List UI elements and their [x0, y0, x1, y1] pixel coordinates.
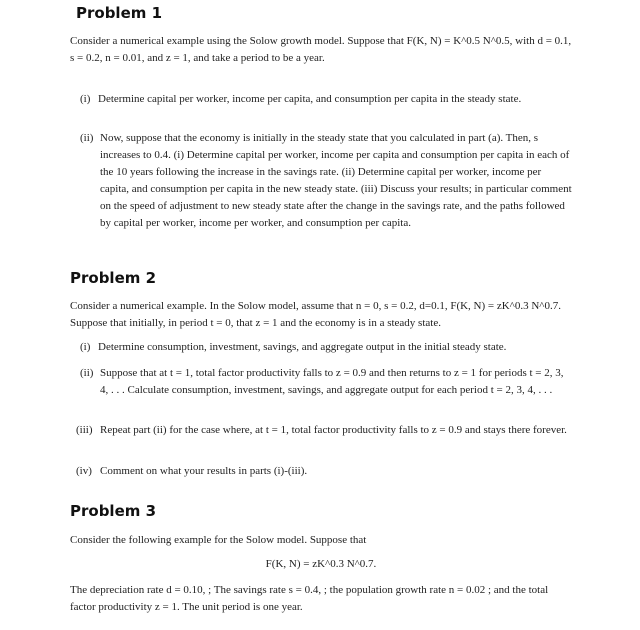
- problem2-part-iii: [76, 422, 572, 439]
- part-text: Determine consumption, investment, savings, and aggregate output in the initial steady state.: [98, 341, 507, 353]
- part-label: (i): [80, 341, 91, 353]
- problem2-part-iv: [76, 463, 572, 480]
- problem2-part-ii: [80, 365, 572, 399]
- part-label: (ii): [80, 132, 94, 144]
- problem2-part-i: [80, 339, 572, 356]
- part-label: (iv): [76, 465, 92, 477]
- part-text: Repeat part (ii) for the case where, at t = 1, total factor productivity falls to z = 0.9 and stays there forever.: [100, 424, 567, 436]
- problem3-intro: Consider the following example for the Solow model. Suppose that: [70, 534, 367, 546]
- part-text: Now, suppose that the economy is initially in the steady state that you calculated in part (a). Then, s increases to 0.4. (i) Determine capital per worker, income per capita and consumption per capita in each of the 10 years following the increase in the savings rate. (ii) Determine capital per worker, income per capita, and consumption per capita in the new steady state. (iii) Discuss your results; in particular comment on the speed of adjustment to new steady state after the change in the savings rate, and the paths followed by capital per worker, income per worker, and consumption per capita.: [100, 132, 572, 229]
- problem1-intro: Consider a numerical example using the Solow growth model. Suppose that F(K, N) = K^0.5 N^0.5, with d = 0.1, s = 0.2, n = 0.01, and z = 1, and take a period to be a year.: [70, 35, 572, 64]
- part-label: (iii): [76, 424, 93, 436]
- part-label: (i): [80, 93, 91, 105]
- problem1-part-i: [80, 91, 572, 108]
- part-text: Comment on what your results in parts (i)-(iii).: [100, 465, 308, 477]
- problem3-title: Problem 3: [70, 502, 157, 520]
- problem1-part-ii: [80, 130, 572, 232]
- problem3-equation: F(K, N) = zK^0.3 N^0.7.: [265, 558, 377, 570]
- problem3-closing: The depreciation rate d = 0.10, ; The savings rate s = 0.4, ; the population growth rate n = 0.02 ; and the total factor productivity z = 1. The unit period is one year.: [70, 584, 549, 613]
- part-text: Suppose that at t = 1, total factor productivity falls to z = 0.9 and then returns to z = 1 for periods t = 2, 3, 4, . . . Calculate consumption, investment, savings, and aggregate output for each period t = 2, 3, 4, . . .: [100, 367, 564, 396]
- part-label: (ii): [80, 367, 94, 379]
- part-text: Determine capital per worker, income per capita, and consumption per capita in the steady state.: [98, 93, 522, 105]
- problem1-title: Problem 1: [76, 4, 163, 22]
- problem2-intro: Consider a numerical example. In the Solow model, assume that n = 0, s = 0.2, d=0.1, F(K, N) = zK^0.3 N^0.7. Suppose that initially, in period t = 0, that z = 1 and the economy is in a steady state.: [70, 300, 561, 329]
- problem2-title: Problem 2: [70, 269, 157, 287]
